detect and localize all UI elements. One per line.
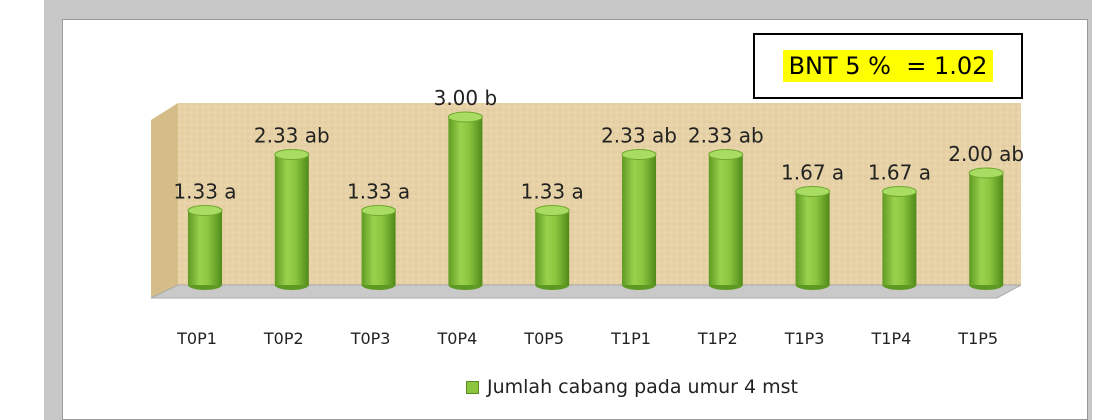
category-label: T0P2: [263, 329, 304, 348]
category-label: T0P3: [350, 329, 391, 348]
data-label: 1.33 a: [347, 179, 411, 204]
bnt-annotation-box: [753, 33, 1023, 99]
bar-body: [882, 191, 916, 285]
bar-top: [709, 150, 743, 160]
bar-top: [275, 150, 309, 160]
legend-swatch: [466, 381, 479, 394]
category-label: T1P2: [697, 329, 738, 348]
bar-top: [188, 206, 222, 216]
data-label: 2.33 ab: [687, 123, 764, 148]
category-label: T1P4: [871, 329, 912, 348]
data-label: 1.67 a: [867, 160, 931, 185]
category-label: T0P4: [437, 329, 478, 348]
bar-t1p4: [882, 186, 916, 290]
data-label: 1.33 a: [520, 179, 584, 204]
bar-t1p5: [969, 168, 1003, 290]
bar-body: [448, 117, 482, 285]
category-label: T0P1: [177, 329, 217, 348]
bar-t1p2: [709, 150, 743, 290]
bar-body: [188, 211, 222, 285]
bar-t0p5: [535, 206, 569, 290]
bar-top: [448, 112, 482, 122]
bar-t1p1: [622, 150, 656, 290]
data-label: 2.33 ab: [601, 123, 677, 148]
bar-top: [796, 186, 830, 196]
bar-body: [275, 155, 309, 285]
legend-label: Jumlah cabang pada umur 4 mst: [487, 376, 798, 398]
legend: [466, 374, 798, 400]
data-label: 2.00 ab: [948, 142, 1025, 166]
bar-body: [709, 155, 743, 285]
category-label: T0P5: [524, 329, 565, 348]
category-label: T1P5: [958, 329, 999, 348]
bar-body: [622, 155, 656, 285]
bar-body: [535, 211, 569, 285]
bar-t0p4: [448, 112, 482, 290]
category-label: T1P3: [784, 329, 825, 348]
bar-top: [535, 206, 569, 216]
category-labels-group: [176, 329, 998, 348]
bar-body: [362, 211, 396, 285]
bar-t1p3: [796, 186, 830, 290]
bar-body: [969, 173, 1003, 285]
data-label: 2.33 ab: [253, 123, 330, 148]
bar-top: [362, 206, 396, 216]
bnt-annotation-text: BNT 5 % = 1.02: [783, 50, 994, 82]
data-label: 1.67 a: [781, 160, 845, 185]
bar-top: [622, 150, 656, 160]
bar-t0p1: [188, 206, 222, 290]
bar-top: [969, 168, 1003, 178]
data-label: 1.33 a: [173, 179, 237, 204]
bar-t0p3: [362, 206, 396, 290]
data-label: 3.00 b: [433, 86, 498, 110]
bar-t0p2: [275, 150, 309, 290]
bar-body: [796, 191, 830, 285]
category-label: T1P1: [611, 329, 651, 348]
bar-top: [882, 186, 916, 196]
